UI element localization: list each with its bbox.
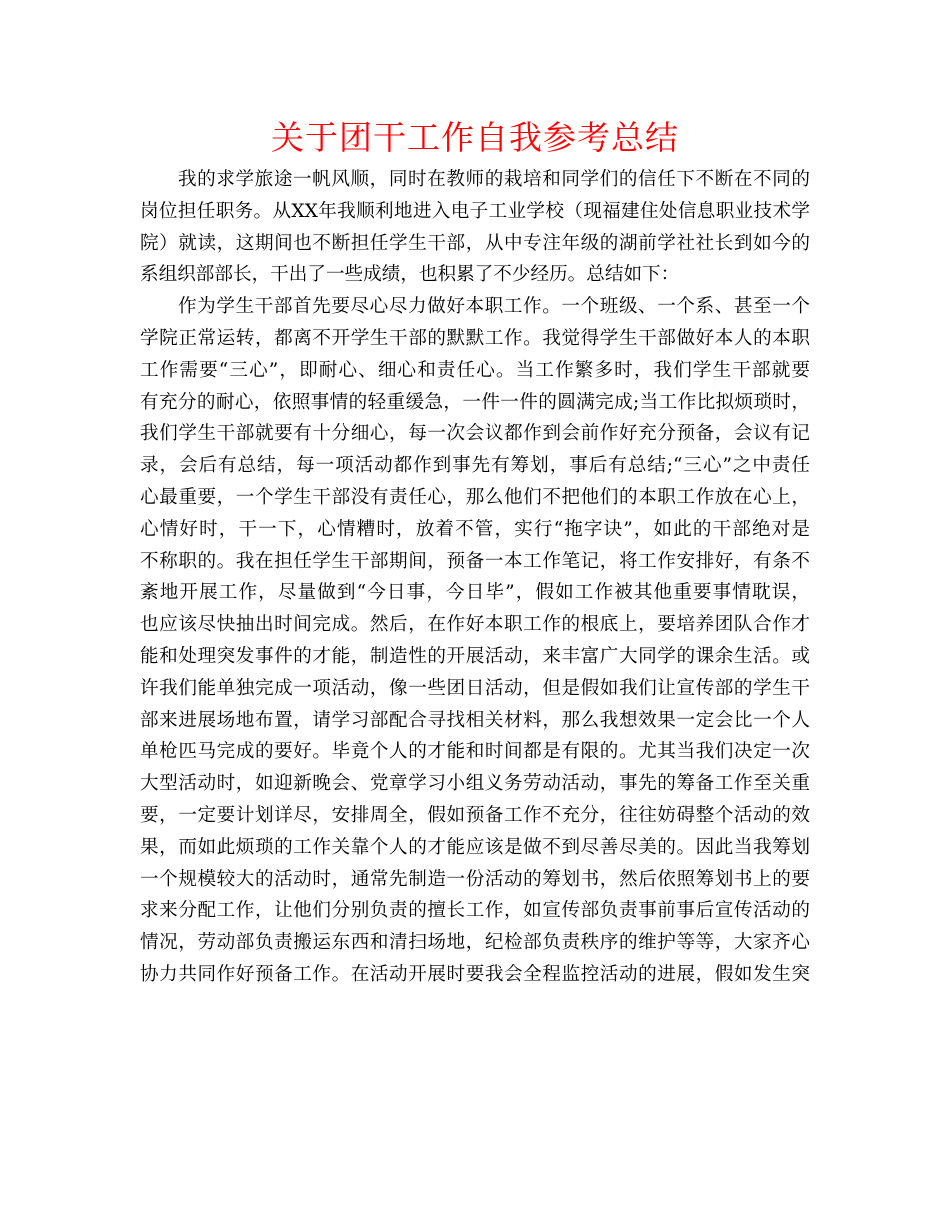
paragraph-2-line-13: 许我们能单独完成一项活动，像一些团日活动，但是假如我们让宣传部的学生干 (140, 677, 810, 699)
paragraph-2-line-3: 工作需要“三心”，即耐心、细心和责任心。当工作繁多时，我们学生干部就要 (140, 359, 810, 381)
paragraph-2-line-6: 录，会后有总结，每一项活动都作到事先有筹划，事后有总结;“三心”之中责任 (140, 455, 810, 477)
paragraph-2-line-7: 心最重要，一个学生干部没有责任心，那么他们不把他们的本职工作放在心上， (140, 486, 810, 508)
paragraph-2-line-16: 大型活动时，如迎新晚会、党章学习小组义务劳动活动，事先的筹备工作至关重 (140, 773, 810, 795)
paragraph-1-line-3: 院）就读，这期间也不断担任学生干部，从中专注年级的湖前学社社长到如今的 (140, 232, 810, 254)
paragraph-1-line-2: 岗位担任职务。从XX年我顺利地进入电子工业学校（现福建住处信息职业技术学 (140, 200, 810, 222)
paragraph-1-line-4: 系组织部部长，干出了一些成绩，也积累了不少经历。总结如下： (140, 264, 680, 286)
paragraph-2-line-15: 单枪匹马完成的要好。毕竟个人的才能和时间都是有限的。尤其当我们决定一次 (140, 741, 810, 763)
paragraph-2-line-19: 一个规模较大的活动时，通常先制造一份活动的筹划书，然后依照筹划书上的要 (140, 868, 810, 890)
paragraph-2-line-8: 心情好时，干一下，心情糟时，放着不管，实行“拖字诀”，如此的干部绝对是 (140, 518, 810, 540)
paragraph-2-line-12: 能和处理突发事件的才能，制造性的开展活动，来丰富广大同学的课余生活。或 (140, 645, 810, 667)
paragraph-2-line-1: 作为学生干部首先要尽心尽力做好本职工作。一个班级、一个系、甚至一个 (178, 296, 810, 318)
paragraph-2-line-11: 也应该尽快抽出时间完成。然后，在作好本职工作的根底上，要培养团队合作才 (140, 614, 810, 636)
paragraph-2-line-20: 求来分配工作，让他们分别负责的擅长工作，如宣传部负责事前事后宣传活动的 (140, 900, 810, 922)
paragraph-2-line-22: 协力共同作好预备工作。在活动开展时要我会全程监控活动的进展，假如发生突 (140, 963, 810, 985)
paragraph-2-line-21: 情况，劳动部负责搬运东西和清扫场地，纪检部负责秩序的维护等等，大家齐心 (140, 932, 810, 954)
paragraph-2-line-9: 不称职的。我在担任学生干部期间，预备一本工作笔记，将工作安排好，有条不 (140, 550, 810, 572)
paragraph-2-line-4: 有充分的耐心，依照事情的轻重缓急，一件一件的圆满完成;当工作比拟烦琐时， (140, 391, 810, 413)
paragraph-1-line-1: 我的求学旅途一帆风顺，同时在教师的栽培和同学们的信任下不断在不同的 (178, 169, 810, 190)
paragraph-2-line-17: 要，一定要计划详尽，安排周全，假如预备工作不充分，往往妨碍整个活动的效 (140, 804, 810, 826)
paragraph-2-line-10: 紊地开展工作，尽量做到“今日事，今日毕”，假如工作被其他重要事情耽误， (140, 582, 810, 604)
paragraph-2-line-18: 果，而如此烦琐的工作关靠个人的才能应该是做不到尽善尽美的。因此当我筹划 (140, 836, 810, 858)
document-body (140, 164, 810, 991)
paragraph-2-line-5: 我们学生干部就要有十分细心，每一次会议都作到会前作好充分预备，会议有记 (140, 423, 810, 445)
document-title: 关于团干工作自我参考总结 (271, 118, 679, 157)
paragraph-2-line-14: 部来进展场地布置，请学习部配合寻找相关材料，那么我想效果一定会比一个人 (140, 709, 810, 731)
paragraph-2-line-2: 学院正常运转，都离不开学生干部的默默工作。我觉得学生干部做好本人的本职 (140, 327, 810, 349)
